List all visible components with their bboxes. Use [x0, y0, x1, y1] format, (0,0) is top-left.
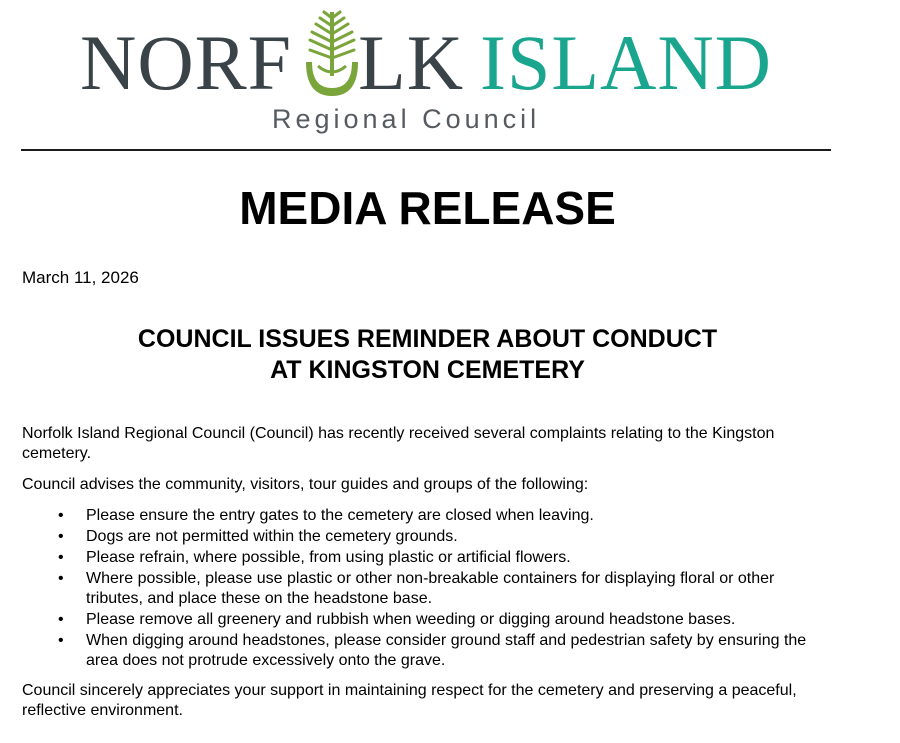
logo-word-island: ISLAND: [480, 19, 772, 106]
release-date: March 11, 2026: [22, 268, 139, 287]
bullet-icon: •: [58, 632, 64, 649]
advises-paragraph: Council advises the community, visitors, tour guides and groups of the following:: [22, 476, 589, 493]
list-item: • Please refrain, where possible, from using plastic or artificial flowers.: [58, 549, 571, 566]
list-item: • Where possible, please use plastic or other non-breakable containers for displaying floral or other tributes, and place these on the headstone base.: [58, 570, 775, 607]
release-body: [22, 424, 832, 732]
closing-paragraph: Council sincerely appreciates your support in maintaining respect for the cemetery and preserving a peaceful, reflective environment.: [22, 682, 797, 719]
bullet-icon: •: [58, 507, 64, 524]
bullet-icon: •: [58, 611, 64, 628]
logo-word-norfolk: NORF LK: [80, 19, 465, 106]
bullet-icon: •: [58, 528, 64, 545]
headline-line-1: COUNCIL ISSUES REMINDER ABOUT CONDUCT: [137, 325, 718, 353]
header-divider: [21, 149, 831, 151]
list-item: • Please remove all greenery and rubbish when weeding or digging around headstone bases.: [58, 611, 736, 628]
advice-list: [22, 506, 832, 671]
headline-line-2: AT KINGSTON CEMETERY: [270, 356, 585, 384]
logo-subtitle: Regional Council: [272, 104, 541, 134]
intro-paragraph: Norfolk Island Regional Council (Council) has recently received several complaints relating to the Kingston cemetery.: [22, 425, 775, 462]
bullet-icon: •: [58, 549, 64, 566]
bullet-icon: •: [58, 570, 64, 587]
headline: [0, 324, 855, 386]
media-release-title: MEDIA RELEASE: [239, 182, 616, 234]
list-item: • Dogs are not permitted within the cemetery grounds.: [58, 528, 458, 545]
list-item: • When digging around headstones, please consider ground staff and pedestrian safety by ensuring the area does not protrude excessively onto the grave.: [58, 632, 807, 669]
norfolk-pine-icon: [298, 6, 366, 98]
list-item: • Please ensure the entry gates to the cemetery are closed when leaving.: [58, 507, 594, 524]
council-logo: [0, 0, 900, 140]
